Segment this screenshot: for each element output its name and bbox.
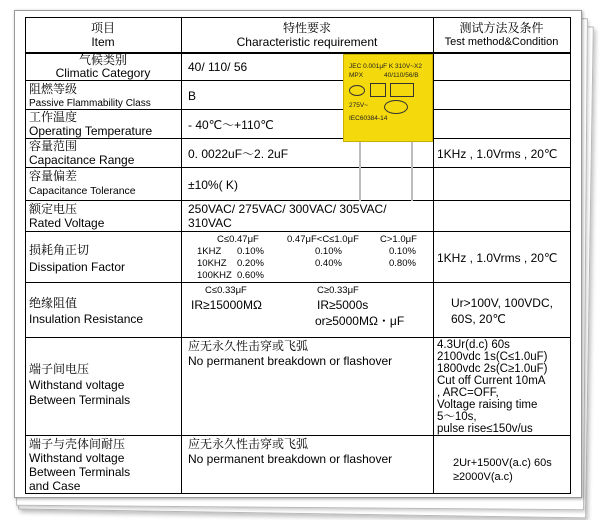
row-flammability-req: B	[188, 89, 197, 103]
dissipation-r2-v1: 0.20%	[237, 258, 264, 269]
row-temperature-req: - 40℃～+110℃	[188, 118, 274, 132]
row-voltage-en: Rated Voltage	[29, 216, 105, 230]
header-req-zh: 特性要求	[282, 21, 331, 35]
dissipation-r1-v2: 0.10%	[315, 246, 342, 257]
capacitor-lead	[411, 141, 413, 201]
rule	[25, 337, 570, 338]
test-line: , ARC=OFF,	[437, 387, 499, 399]
spec-sheet	[14, 10, 582, 498]
row-flammability-zh: 阻燃等级	[29, 82, 78, 96]
dissipation-r2-label: 10KHZ	[197, 258, 227, 269]
capacitor-lead	[359, 141, 361, 201]
row-climatic-zh: 气候类别	[78, 53, 127, 67]
row-insulation-zh: 绝缘阻值	[29, 296, 78, 310]
rule	[181, 17, 182, 494]
dissipation-col-3: C>1.0μF	[380, 234, 417, 245]
test-line: pulse rise≤150v/us	[437, 423, 533, 435]
insulation-c2-val1: IR≥5000s	[317, 298, 369, 312]
enec-mark-icon	[390, 83, 414, 97]
dissipation-r3-label: 100KHZ	[197, 270, 232, 281]
row-voltage-zh: 额定电压	[29, 202, 78, 216]
ul-mark-icon	[384, 100, 408, 114]
row-insulation-test-1: Ur>100V, 100VDC,	[451, 296, 553, 310]
dissipation-r1-v1: 0.10%	[237, 246, 264, 257]
row-dissipation-test: 1KHz , 1.0Vrms , 20℃	[437, 251, 558, 265]
row-withstand-case-zh: 端子与壳体间耐压	[29, 437, 126, 451]
dissipation-col-1: C≤0.47μF	[217, 234, 259, 245]
row-dissipation-en: Dissipation Factor	[29, 260, 126, 274]
rule	[433, 17, 434, 494]
capacitor-image	[343, 54, 433, 142]
row-dissipation-zh: 损耗角正切	[29, 243, 90, 257]
row-insulation-en: Insulation Resistance	[29, 312, 144, 326]
row-cap-range-test: 1KHz , 1.0Vrms , 20℃	[437, 147, 558, 161]
insulation-c2-val2: or≥5000MΩ・μF	[315, 314, 405, 328]
row-withstand-case-req-en: No permanent breakdown or flashover	[188, 452, 393, 466]
test-line: 2100vdc 1s(C≤1.0uF)	[437, 351, 548, 363]
header-item-zh: 项目	[90, 21, 115, 35]
rule	[25, 17, 570, 18]
dissipation-r1-label: 1KHZ	[197, 246, 222, 257]
row-withstand-terminals-zh: 端子间电压	[29, 362, 90, 376]
rule	[570, 17, 571, 494]
rule	[25, 231, 570, 232]
test-line: 1800vdc 2s(C≥1.0uF)	[437, 363, 548, 375]
capacitor-label-voltage: 275V~	[349, 102, 368, 109]
row-withstand-terminals-req-zh: 应无永久性击穿或飞弧	[188, 339, 309, 353]
row-cap-tol-req: ±10%( K)	[188, 178, 238, 192]
vde-mark-icon	[370, 83, 386, 97]
cqc-mark-icon	[349, 85, 365, 96]
header-test-en: Test method&Condition	[444, 36, 559, 48]
rule	[25, 200, 570, 201]
row-climatic-en: Climatic Category	[55, 66, 151, 80]
dissipation-col-2: 0.47μF<C≤1.0μF	[287, 234, 359, 245]
row-cap-tol-en: Capacitance Tolerance	[29, 185, 136, 197]
rule	[25, 493, 570, 494]
row-withstand-case-test-1: 2Ur+1500V(a.c) 60s	[453, 457, 552, 469]
row-withstand-case-en-1: Withstand voltage	[29, 451, 125, 465]
capacitor-label-standard: IEC60384-14	[349, 115, 388, 122]
header-item-en: Item	[91, 35, 115, 49]
rule	[25, 282, 570, 283]
rule	[25, 435, 570, 436]
row-insulation-test-2: 60S, 20℃	[451, 312, 506, 326]
row-withstand-case-req-zh: 应无永久性击穿或飞弧	[188, 437, 309, 451]
test-line: 4.3Ur(d.c) 60s	[437, 339, 510, 351]
row-cap-range-zh: 容量范围	[29, 139, 78, 153]
capacitor-label-line1: JEC 0.001μF K 310V~X2	[349, 63, 422, 70]
rule	[25, 167, 570, 168]
row-withstand-case-en-3: and Case	[29, 479, 81, 493]
dissipation-r3-v1: 0.60%	[237, 270, 264, 281]
row-voltage-req-1: 250VAC/ 275VAC/ 300VAC/ 305VAC/	[188, 202, 387, 216]
rule	[25, 138, 570, 139]
rule	[25, 80, 570, 81]
insulation-c1-head: C≤0.33μF	[205, 285, 247, 296]
row-temperature-en: Operating Temperature	[29, 124, 153, 138]
insulation-c2-head: C≥0.33μF	[317, 285, 359, 296]
rule	[25, 17, 26, 494]
row-cap-range-en: Capacitance Range	[29, 153, 135, 167]
row-cap-tol-zh: 容量偏差	[29, 169, 78, 183]
row-withstand-terminals-req-en: No permanent breakdown or flashover	[188, 354, 393, 368]
test-line: 5～10s,	[437, 411, 477, 423]
row-withstand-terminals-en-1: Withstand voltage	[29, 378, 125, 392]
row-withstand-terminals-test	[437, 339, 548, 435]
row-climatic-req: 40/ 110/ 56	[188, 60, 248, 74]
row-voltage-req-2: 310VAC	[188, 216, 232, 230]
capacitor-label-mpx: MPX	[349, 72, 364, 79]
row-flammability-en: Passive Flammability Class	[29, 98, 151, 109]
row-withstand-case-en-2: Between Terminals	[29, 465, 131, 479]
row-temperature-zh: 工作温度	[29, 110, 78, 124]
header-req-en: Characteristic requirement	[236, 35, 378, 49]
dissipation-r2-v2: 0.40%	[315, 258, 342, 269]
row-withstand-case-test-2: ≥2000V(a.c)	[453, 471, 513, 483]
capacitor-label-class: 40/110/56/B	[384, 72, 419, 79]
row-cap-range-req: 0. 0022uF～2. 2uF	[188, 147, 289, 161]
dissipation-r2-v3: 0.80%	[389, 258, 416, 269]
test-line: Cut off Current 10mA	[437, 375, 546, 387]
test-line: Voltage raising time	[437, 399, 538, 411]
header-test-zh: 测试方法及条件	[459, 21, 544, 35]
dissipation-r1-v3: 0.10%	[389, 246, 416, 257]
insulation-c1-val: IR≥15000MΩ	[191, 298, 262, 312]
row-withstand-terminals-en-2: Between Terminals	[29, 393, 131, 407]
